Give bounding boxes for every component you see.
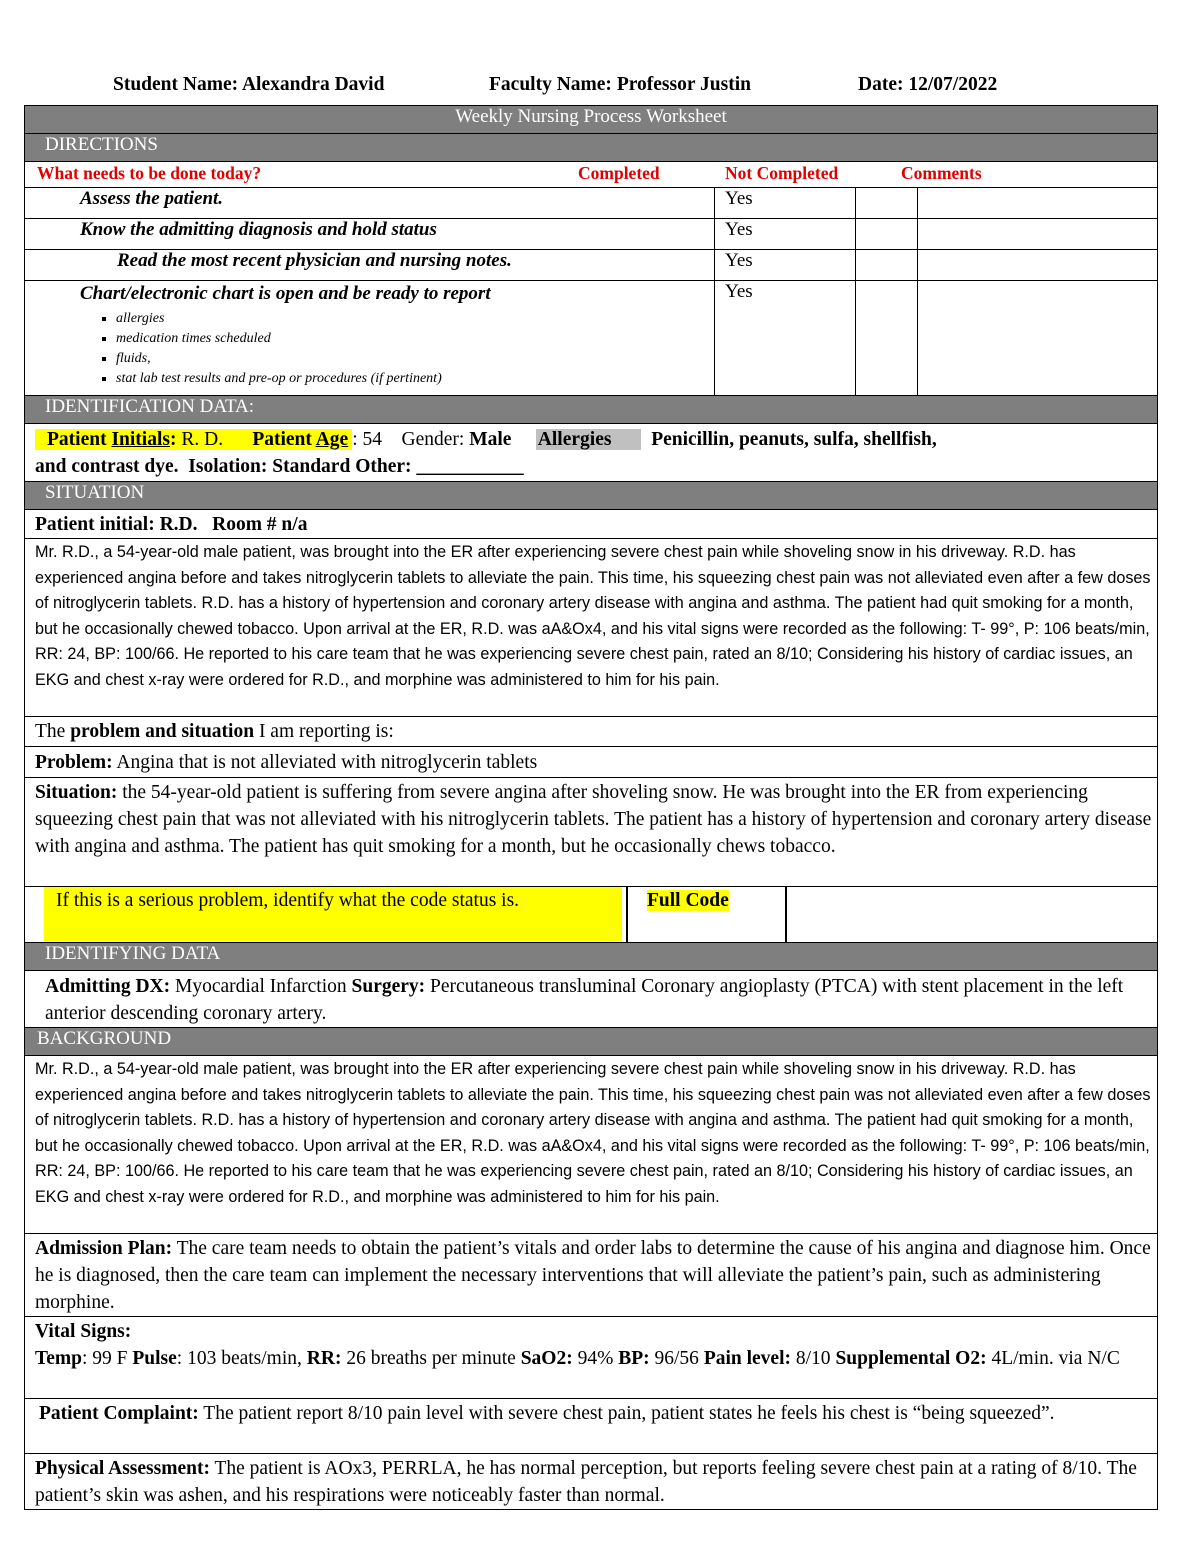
problem-line: Problem: Angina that is not alleviated with nitroglycerin tablets — [25, 747, 1158, 778]
bp-value: 96/56 — [649, 1348, 704, 1369]
list-item: ▪ stat lab test results and pre-op or procedures (if pertinent) — [116, 369, 714, 389]
other-field: Other: ___________ — [355, 456, 524, 477]
task-comments — [918, 281, 1158, 396]
physical-assessment-row — [25, 1454, 1158, 1510]
worksheet-table — [24, 105, 1158, 1510]
admission-plan-row — [25, 1234, 1158, 1317]
background-narrative: Mr. R.D., a 54-year-old male patient, was brought into the ER after experiencing severe chest pain while shoveling snow in his driveway. R.D. has experienced angina before and takes nitroglycerin tablets to alleviate the pain. This time, his squeezing chest pain was not alleviated even after a few doses of nitroglycerin tablets. R.D. has a history of hypertension and coronary artery disease with angina and asthma. The patient had quit smoking for a month, but he occasionally chewed tobacco. Upon arrival at the ER, R.D. was aA&Ox4, and his vital signs were recorded as the following: T- 99°, P: 106 beats/min, RR: 24, BP: 100/66. He reported to his care team that he was experiencing severe chest pain, rated an 8/10; Considering his history of cardiac issues, an EKG and chest x-ray were ordered for R.D., and morphine was administered to him for his pain. — [25, 1056, 1158, 1234]
task-completed: Yes — [715, 250, 856, 281]
task-row — [25, 250, 1158, 281]
task-comments — [918, 188, 1158, 219]
patient-room-line: Patient initial: R.D. Room # n/a — [25, 510, 1158, 539]
patient-initials-field: Patient Initials: R. D. Patient Age — [35, 429, 352, 450]
background-narrative-row — [25, 1056, 1158, 1234]
situation-patient-row — [25, 510, 1158, 539]
problem-row — [25, 747, 1158, 778]
code-question: If this is a serious problem, identify what the code status is. — [44, 887, 622, 941]
situation-narrative: Mr. R.D., a 54-year-old male patient, was brought into the ER after experiencing severe chest pain while shoveling snow in his driveway. R.D. has experienced angina before and takes nitroglycerin tablets to alleviate the pain. This time, his squeezing chest pain was not alleviated even after a few doses of nitroglycerin tablets. R.D. has a history of hypertension and coronary artery disease with angina and asthma. The patient had quit smoking for a month, but he occasionally chewed tobacco. Upon arrival at the ER, R.D. was aA&Ox4, and his vital signs were recorded as the following: T- 99°, P: 106 beats/min, RR: 24, BP: 100/66. He reported to his care team that he was experiencing severe chest pain, rated an 8/10; Considering his history of cardiac issues, an EKG and chest x-ray were ordered for R.D., and morphine was administered to him for his pain. — [25, 539, 1158, 717]
reporting-row — [25, 717, 1158, 747]
task-text: Know the admitting diagnosis and hold status — [25, 219, 715, 250]
physical-text: The patient is AOx3, PERRLA, he has normal perception, but reports feeling severe chest pain at a rating of 8/10. The patient’s skin was ashen, and his respirations were noticeably faster than normal. — [35, 1458, 1137, 1506]
sao2-value: 94% — [572, 1348, 619, 1369]
task-not-completed — [856, 219, 918, 250]
rr-value: 26 breaths per minute — [341, 1348, 521, 1369]
situation-text: the 54-year-old patient is suffering from severe angina after shoveling snow. He was brought into the ER from experiencing squeezing chest pain that was not alleviated with his nitroglycerin tablets. The patient has a history of hypertension and coronary artery disease with angina and asthma. The patient has quit smoking for a month, but he occasionally chews tobacco. — [35, 782, 1152, 857]
task-comments — [918, 250, 1158, 281]
faculty-name: Professor Justin — [616, 74, 751, 95]
vital-signs-row — [25, 1317, 1158, 1399]
directions-heading-row — [25, 134, 1158, 162]
patient-age: 54 — [362, 429, 382, 450]
situation-narrative-row — [25, 539, 1158, 717]
task-row — [25, 219, 1158, 250]
student-name-field: Student Name: Alexandra David — [113, 74, 385, 95]
problem-text: Angina that is not alleviated with nitroglycerin tablets — [112, 752, 538, 773]
physical-assessment: Physical Assessment: The patient is AOx3, PERRLA, he has normal perception, but reports feeling severe chest pain at a rating of 8/10. The patient’s skin was ashen, and his respirations were noticeably faster than normal. — [25, 1454, 1158, 1510]
task-comments — [918, 219, 1158, 250]
task-text: Assess the patient. — [25, 188, 715, 219]
directions-columns-row — [25, 162, 1158, 188]
surgery-value: Percutaneous transluminal Coronary angioplasty (PTCA) with stent placement in the left anterior descending coronary artery. — [45, 976, 1124, 1024]
identifying-data: Admitting DX: Myocardial Infarction Surgery: Percutaneous transluminal Coronary angioplasty (PTCA) with stent placement in the left anterior descending coronary artery. — [25, 971, 1158, 1028]
patient-gender: Male — [469, 429, 512, 450]
patient-complaint: Patient Complaint: The patient report 8/10 pain level with severe chest pain, patient states he feels his chest is “being squeezed”. — [25, 1399, 1158, 1454]
task-not-completed — [856, 250, 918, 281]
task-row — [25, 281, 1158, 396]
task-report-cell — [25, 281, 715, 396]
divider — [785, 887, 787, 943]
date-value: 12/07/2022 — [908, 74, 998, 95]
col-comments-header: Comments — [901, 163, 982, 183]
admitting-dx: Myocardial Infarction — [170, 976, 352, 997]
code-status-row — [25, 887, 1158, 943]
reporting-line: The problem and situation I am reporting is: — [25, 717, 1158, 747]
faculty-name-field: Faculty Name: Professor Justin — [489, 74, 751, 95]
col-not-completed-header: Not Completed — [725, 163, 839, 183]
list-item: ▪ medication times scheduled — [116, 329, 714, 349]
situation-heading-row — [25, 482, 1158, 510]
background-heading-row — [25, 1028, 1158, 1056]
task-text: Chart/electronic chart is open and be ready to report — [80, 283, 491, 304]
task-not-completed — [856, 188, 918, 219]
pulse-value: : 103 beats/min, — [176, 1348, 307, 1369]
identification-heading-row — [25, 396, 1158, 424]
list-item: ▪ fluids, — [116, 349, 714, 369]
list-item: ▪ allergies — [116, 309, 714, 329]
situation-row — [25, 778, 1158, 887]
situation-line: Situation: the 54-year-old patient is suffering from severe angina after shoveling snow. He was brought into the ER from experiencing squeezing chest pain that was not alleviated with his nitroglycerin tablets. The patient has a history of hypertension and coronary artery disease with angina and asthma. The patient has quit smoking for a month, but he occasionally chews tobacco. — [25, 778, 1158, 887]
student-name: Alexandra David — [241, 74, 385, 95]
task-text: Read the most recent physician and nursing notes. — [25, 250, 715, 281]
identifying-heading: IDENTIFYING DATA — [25, 943, 1158, 971]
task-completed: Yes — [715, 281, 856, 396]
identification-row — [25, 424, 1158, 482]
task-not-completed — [856, 281, 918, 396]
divider — [626, 887, 628, 943]
task-completed: Yes — [715, 188, 856, 219]
vital-signs: Vital Signs: Temp: 99 F Pulse: 103 beats/min, RR: 26 breaths per minute SaO2: 94% BP: 96/56 Pain level: 8/10 Supplemental O2: 4L/min. via N/C — [25, 1317, 1158, 1399]
worksheet-header — [0, 74, 1200, 100]
pain-value: 8/10 — [791, 1348, 836, 1369]
complaint-row — [25, 1399, 1158, 1454]
admission-plan-text: The care team needs to obtain the patient’s vitals and order labs to determine the cause of his angina and diagnose him. Once he is diagnosed, then the care team can implement the necessary interventions that will alleviate the patient’s pain, such as administering morphine. — [35, 1238, 1151, 1313]
patient-initials: R. D. — [181, 429, 224, 450]
col-completed-header: Completed — [578, 163, 660, 183]
directions-heading: DIRECTIONS — [25, 134, 1158, 162]
situation-heading: SITUATION — [25, 482, 1158, 510]
o2-value: 4L/min. via N/C — [986, 1348, 1120, 1369]
allergies-label: Allergies — [536, 429, 642, 450]
worksheet-title: Weekly Nursing Process Worksheet — [25, 106, 1158, 134]
report-items-list — [80, 309, 714, 389]
identification-heading: IDENTIFICATION DATA: — [25, 396, 1158, 424]
allergies-value: Penicillin, peanuts, sulfa, shellfish, — [651, 429, 937, 450]
isolation-value: Standard — [272, 456, 351, 477]
identification-data: Patient Initials: R. D. Patient Age : 54 Gender: Male Allergies Penicillin, peanuts, sulfa, shellfish, and contrast dye. Isolation: Standard Other: ___________ — [25, 424, 1158, 482]
complaint-text: The patient report 8/10 pain level with severe chest pain, patient states he feels his chest is “being squeezed”. — [198, 1403, 1055, 1424]
col-task-header: What needs to be done today? — [37, 163, 262, 183]
task-completed: Yes — [715, 219, 856, 250]
vital-signs-label: Vital Signs: — [35, 1321, 132, 1342]
admission-plan: Admission Plan: The care team needs to obtain the patient’s vitals and order labs to determine the cause of his angina and diagnose him. Once he is diagnosed, then the care team can implement the necessary interventions that will alleviate the patient’s pain, such as administering morphine. — [25, 1234, 1158, 1317]
identifying-heading-row — [25, 943, 1158, 971]
temp-value: : 99 F — [81, 1348, 133, 1369]
title-row — [25, 106, 1158, 134]
task-row — [25, 188, 1158, 219]
date-field: Date: 12/07/2022 — [858, 74, 998, 95]
identifying-row — [25, 971, 1158, 1028]
code-status: Full Code — [647, 890, 729, 911]
background-heading: BACKGROUND — [25, 1028, 1158, 1056]
